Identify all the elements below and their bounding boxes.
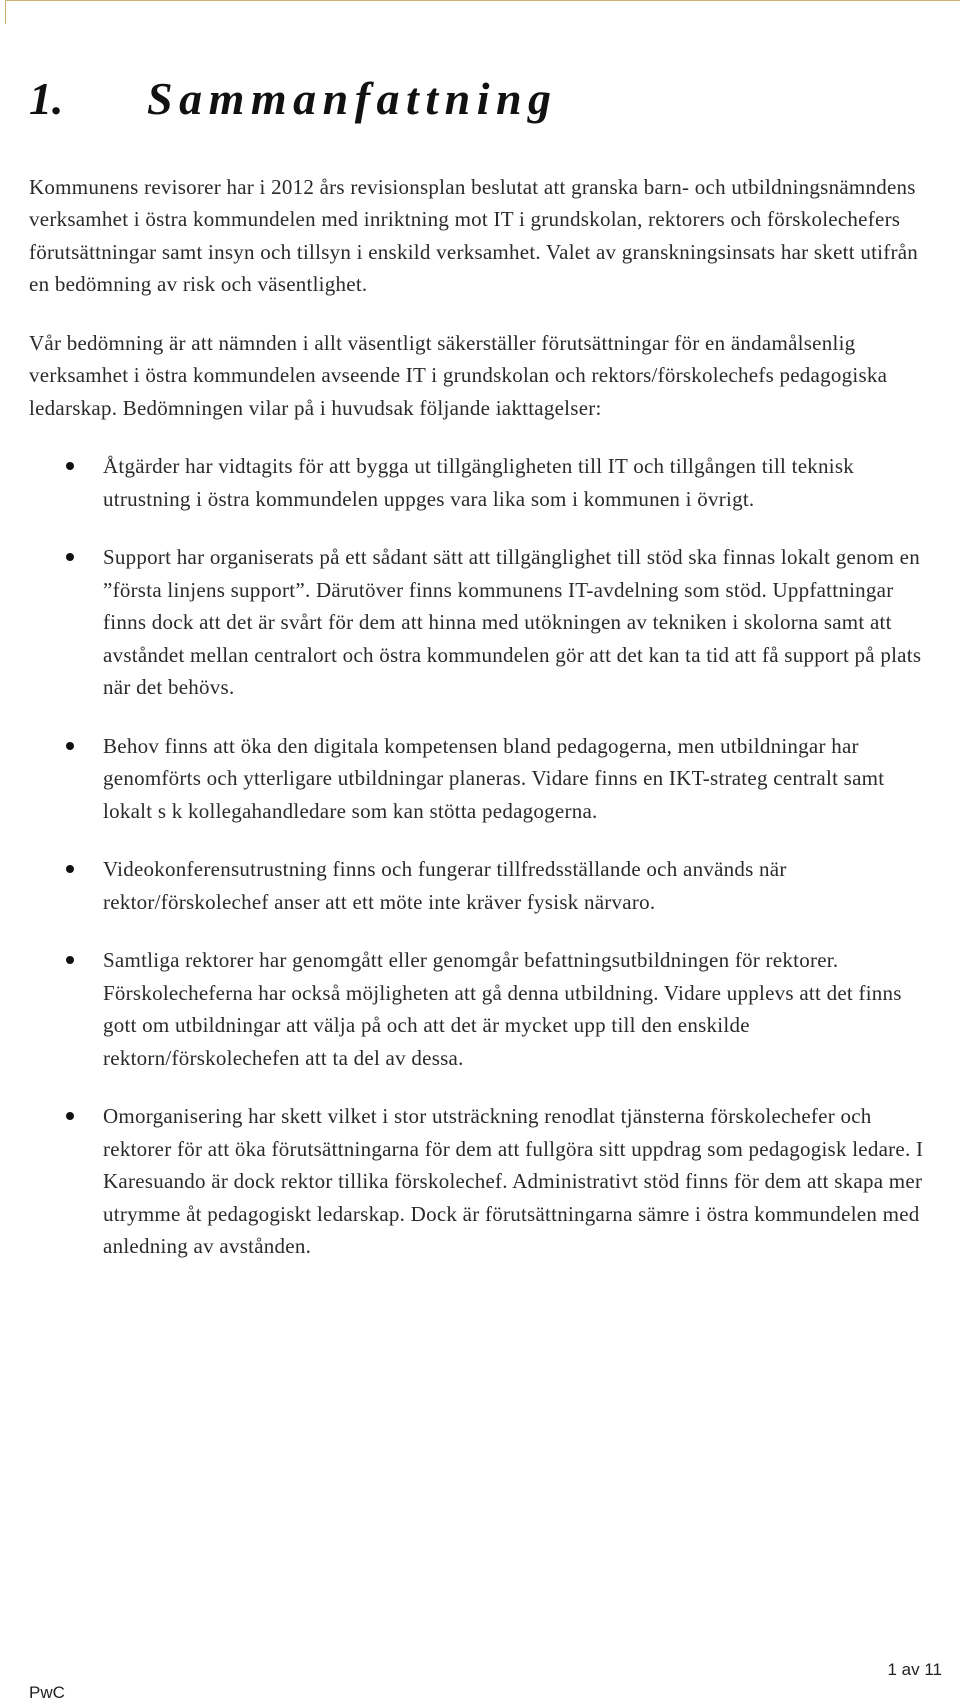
- footer-company: PwC: [29, 1683, 65, 1702]
- list-item: [29, 1100, 929, 1263]
- list-item: [29, 541, 929, 704]
- header-rule: [5, 0, 960, 1]
- header-rule-tick: [5, 0, 6, 24]
- list-item-text: Omorganisering har skett vilket i stor utsträckning renodlat tjänsterna förskolechefer och rektorer för att öka förutsättningarna för dem att fullgöra sitt uppdrag som pedagogisk ledare. I Karesuando är dock rektor tillika förskolechef. Administrativt stöd finns för dem att skapa mer utrymme åt pedagogiskt ledarskap. Dock är förutsättningarna sämre i östra kommundelen med anledning av avstånden.: [103, 1104, 924, 1259]
- bullet-icon: [66, 1112, 74, 1120]
- page-number: 1 av 11: [887, 1660, 942, 1679]
- section-heading: [29, 74, 929, 125]
- bullet-icon: [66, 462, 74, 470]
- list-item-text: Åtgärder har vidtagits för att bygga ut tillgängligheten till IT och tillgången till teknisk utrustning i östra kommundelen uppges vara lika som i kommunen i övrigt.: [103, 454, 855, 511]
- paragraph-assessment: Vår bedömning är att nämnden i allt väsentligt säkerställer förutsättningar för en ändamålsenlig verksamhet i östra kommundelen avseende IT i grundskolan och rektors/förskolechefs pedagogiska ledarskap. Bedömningen vilar på i huvudsak följande iakttagelser:: [29, 330, 888, 420]
- document-page: [29, 74, 929, 1289]
- section-number: 1.: [29, 73, 64, 124]
- section-title: Sammanfattning: [147, 73, 558, 124]
- paragraph-intro: Kommunens revisorer har i 2012 års revisionsplan beslutat att granska barn- och utbildningsnämndens verksamhet i östra kommundelen med inriktning mot IT i grundskolan, rektorers och förskolechefers förutsättningar samt insyn och tillsyn i enskild verksamhet. Valet av granskningsinsats har skett utifrån en bedömning av risk och väsentlighet.: [29, 174, 919, 297]
- bullet-icon: [66, 865, 74, 873]
- bullet-icon: [66, 553, 74, 561]
- list-item-text: Support har organiserats på ett sådant sätt att tillgänglighet till stöd ska finnas lokalt genom en ”första linjens support”. Därutöver finns kommunens IT-avdelning som stöd. Uppfattningar finns dock att det är svårt för dem att hinna med utökningen av tekniken i skolorna samt att avståndet mellan centralort och östra kommundelen gör att det kan ta tid att få support på plats när det behövs.: [103, 545, 922, 700]
- list-item: [29, 730, 929, 828]
- observations-list: [29, 450, 929, 1263]
- bullet-icon: [66, 742, 74, 750]
- list-item: [29, 944, 929, 1074]
- list-item: [29, 450, 929, 515]
- bullet-icon: [66, 956, 74, 964]
- list-item: [29, 853, 929, 918]
- list-item-text: Samtliga rektorer har genomgått eller genomgår befattningsutbildningen för rektorer. Förskolecheferna har också möjligheten att gå denna utbildning. Vidare upplevs att det finns gott om utbildningar att välja på och att det är mycket upp till den enskilde rektorn/förskolechefen att ta del av dessa.: [103, 948, 902, 1070]
- list-item-text: Behov finns att öka den digitala kompetensen bland pedagogerna, men utbildningar har genomförts och ytterligare utbildningar planeras. Vidare finns en IKT-strateg centralt samt lokalt s k kollegahandledare som kan stötta pedagogerna.: [103, 733, 885, 823]
- list-item-text: Videokonferensutrustning finns och fungerar tillfredsställande och används när rektor/förskolechef anser att ett möte inte kräver fysisk närvaro.: [103, 857, 787, 914]
